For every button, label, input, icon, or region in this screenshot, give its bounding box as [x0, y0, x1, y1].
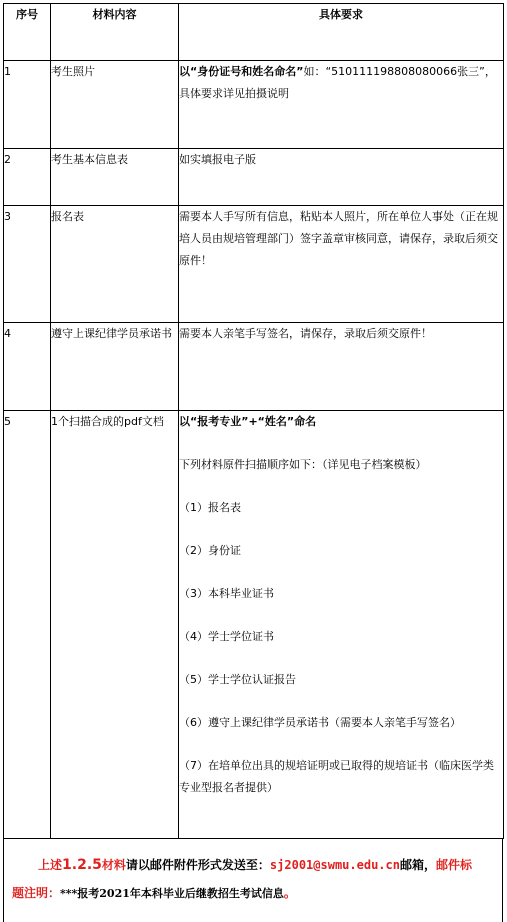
table-row: [4, 411, 504, 839]
header-material: 材料内容: [51, 4, 179, 61]
scan-item: （2）身份证: [179, 544, 241, 557]
table-header-row: [4, 4, 504, 61]
scan-item: （4）学士学位证书: [179, 630, 274, 643]
scan-item: （1）报名表: [179, 501, 241, 514]
note-text: 请以邮件附件形式发送至：: [125, 858, 270, 872]
header-requirement: 具体要求: [179, 4, 504, 61]
note-item-numbers: 1.2.5: [62, 857, 102, 873]
row-index: 5: [4, 411, 51, 839]
requirements-table: [3, 3, 504, 839]
email-address: sj2001@swmu.edu.cn: [269, 858, 400, 872]
row-requirement: [179, 411, 504, 839]
footer-right-border: [502, 838, 503, 922]
row-index: 4: [4, 323, 51, 411]
note-text: 题注明：: [12, 886, 61, 900]
table-row: [4, 206, 504, 323]
email-subject-format: ***报考2021年本科毕业后继教招生考试信息: [60, 887, 284, 900]
row-material: 考生照片: [51, 61, 179, 149]
note-text: 上述: [38, 858, 63, 872]
note-text: 邮箱，: [399, 858, 436, 872]
row-requirement: 需要本人亲笔手写签名，请保存，录取后须交原件！: [179, 323, 504, 411]
submission-note-line-2: [12, 884, 296, 901]
row-material: 1个扫描合成的pdf文档: [51, 411, 179, 839]
scan-order-intro: 下列材料原件扫描顺序如下：（详见电子档案模板）: [179, 458, 427, 471]
row-index: 2: [4, 149, 51, 206]
row-index: 1: [4, 61, 51, 149]
scan-item: （6）遵守上课纪律学员承诺书（需要本人亲笔手写签名）: [179, 716, 461, 729]
note-text: 邮件标: [435, 858, 472, 872]
scan-item: （7）在培单位出具的规培证明或已取得的规培证书（临床医学类专业型报名者提供）: [179, 759, 494, 794]
submission-note-line-1: [38, 856, 472, 873]
table-row: [4, 323, 504, 411]
submission-note: [4, 840, 502, 918]
scan-item: （3）本科毕业证书: [179, 587, 274, 600]
row-material: 遵守上课纪律学员承诺书: [51, 323, 179, 411]
row-material: 报名表: [51, 206, 179, 323]
row-requirement: [179, 61, 504, 149]
requirement-bold: 以“报考专业”+“姓名”命名: [179, 415, 317, 428]
requirement-text: 如：“510111198808080066张三”，具体要求详见拍摄说明: [179, 65, 496, 100]
row-requirement: 如实填报电子版: [179, 149, 504, 206]
row-index: 3: [4, 206, 51, 323]
header-index: 序号: [4, 4, 51, 61]
note-text: 。: [283, 886, 296, 900]
row-material: 考生基本信息表: [51, 149, 179, 206]
table-row: [4, 149, 504, 206]
requirement-bold: 以“身份证号和姓名命名”: [179, 65, 304, 78]
note-text: 材料: [101, 858, 126, 872]
row-requirement: 需要本人手写所有信息，粘贴本人照片，所在单位人事处（正在规培人员由规培管理部门）签字盖章审核同意，请保存，录取后须交原件！: [179, 206, 504, 323]
table-row: [4, 61, 504, 149]
scan-item: （5）学士学位认证报告: [179, 673, 296, 686]
